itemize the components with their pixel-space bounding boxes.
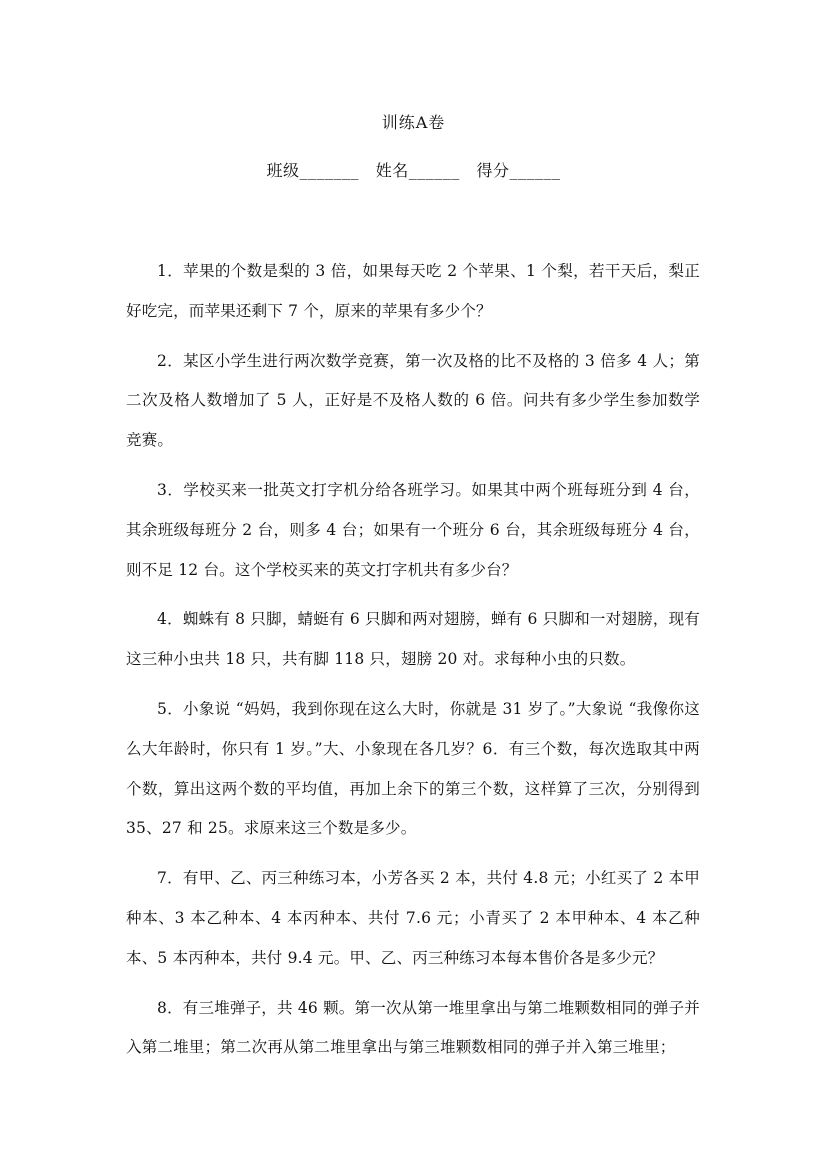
question-list <box>126 252 700 1078</box>
page-title: 训练A卷 <box>381 113 446 132</box>
question-7: 7．有甲、乙、丙三种练习本，小芳各买 2 本，共付 4.8 元；小红买了 2 本甲种本、3 本乙种本、4 本丙种本、共付 7.6 元；小青买了 2 本甲种本、4 本乙种本、5 本丙种本，共付 9.4 元。甲、乙、丙三种练习本每本售价各是多少元？ <box>126 869 700 967</box>
question-4: 4．蜘蛛有 8 只脚，蜻蜓有 6 只脚和两对翅膀，蝉有 6 只脚和一对翅膀，现有这三种小虫共 18 只，共有脚 118 只，翅膀 20 对。求每种小虫的只数。 <box>126 610 700 669</box>
class-field: 班级_______ <box>266 161 359 180</box>
question-5: 5．小象说 “妈妈，我到你现在这么大时，你就是 31 岁了。”大象说 “我像你这么大年龄时，你只有 1 岁。”大、小象现在各几岁？6．有三个数，每次选取其中两个数，算出这两个数的平均值，再加上余下的第三个数，这样算了三次，分别得到 35、27 和 25。求原来这三个数是多少。 <box>126 699 700 838</box>
question-2: 2．某区小学生进行两次数学竞赛，第一次及格的比不及格的 3 倍多 4 人；第二次及格人数增加了 5 人，正好是不及格人数的 6 倍。问共有多少学生参加数学竞赛。 <box>126 351 700 450</box>
question-3: 3．学校买来一批英文打字机分给各班学习。如果其中两个班每班分到 4 台，其余班级每班分 2 台，则多 4 台；如果有一个班分 6 台，其余班级每班分 4 台，则不足 12 台。这个学校买来的英文打字机共有多少台？ <box>126 480 700 579</box>
score-field: 得分______ <box>476 161 561 180</box>
question-1: 1．苹果的个数是梨的 3 倍，如果每天吃 2 个苹果、1 个梨，若干天后，梨正好吃完，而苹果还剩下 7 个，原来的苹果有多少个？ <box>126 262 700 320</box>
question-8: 8．有三堆弹子，共 46 颗。第一次从第一堆里拿出与第二堆颗数相同的弹子并入第二堆里；第二次再从第二堆里拿出与第三堆颗数相同的弹子并入第三堆里； <box>126 998 700 1057</box>
student-info-line <box>0 158 827 181</box>
name-field: 姓名______ <box>375 161 460 180</box>
